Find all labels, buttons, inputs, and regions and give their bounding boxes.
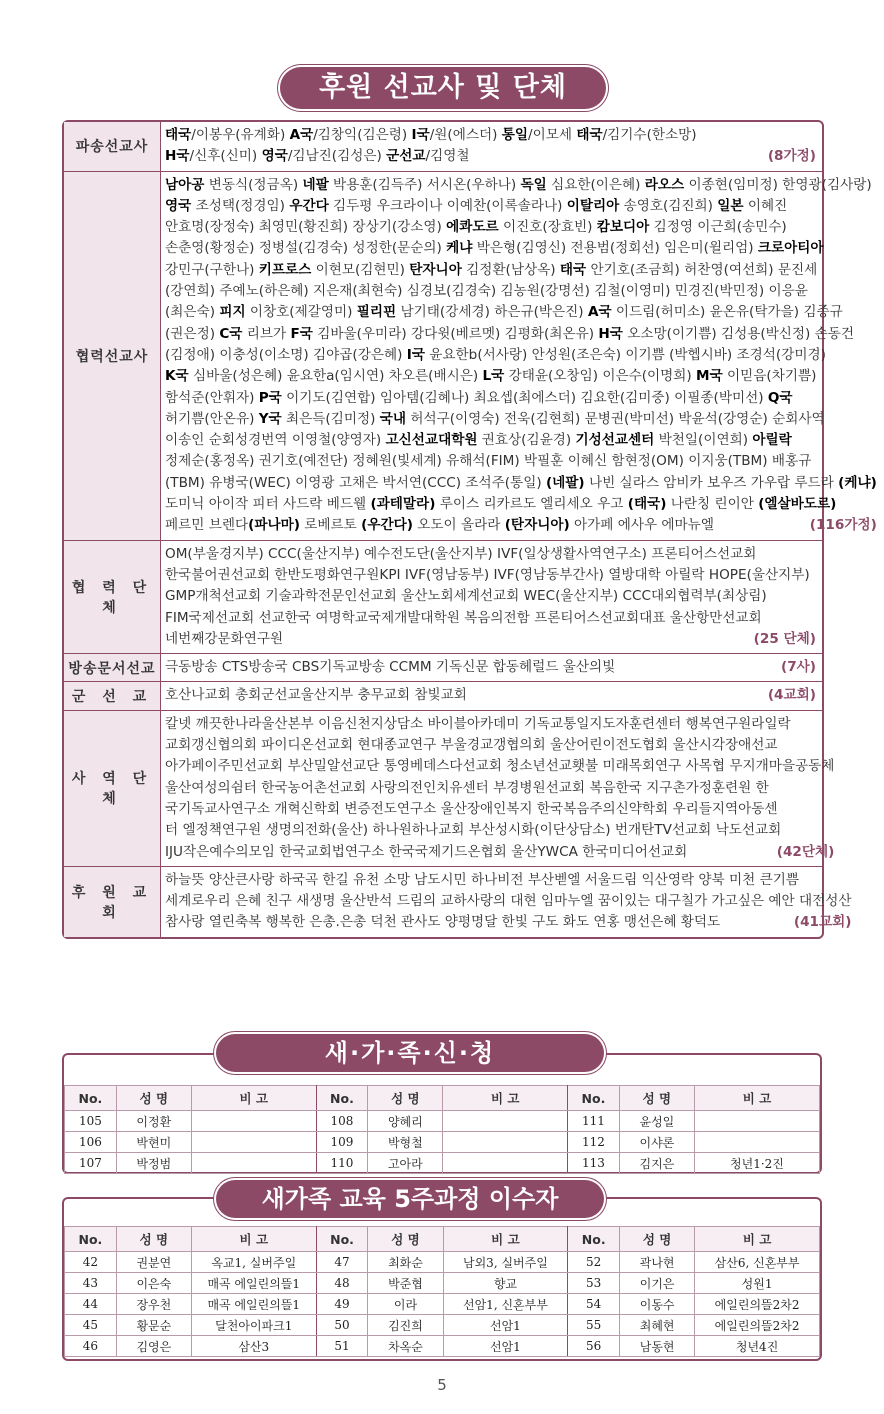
section-line [165,146,816,167]
region-label: A국 [289,127,314,143]
section-line [165,629,816,650]
section-line [165,515,877,536]
remark [191,1111,316,1132]
row-number: 43 [65,1273,117,1294]
remark: 에일린의뜰2차2 [695,1315,820,1336]
table-row [65,1315,820,1336]
section-body [161,172,883,540]
section-row [64,710,835,866]
entry-text: 참사랑 열린축복 행복한 은총.은총 덕천 관사도 양평명달 한빛 구도 화도 연홍 맹선은혜 황덕도 [165,914,721,931]
region-label: M국 [696,368,723,385]
entry-text: 박은형(김영신) 전용범(정회선) 임은미(윌리엄) [472,240,758,257]
section-body [161,122,822,171]
entry-text: 오소망(이기쁨) 김성용(박신정) 손동건 [622,325,855,342]
section-line [165,870,852,891]
section-category: 방송문서선교 [64,654,161,681]
row-number: 47 [316,1252,368,1273]
entry-text: /원(에스더) [429,127,502,143]
row-number: 112 [568,1132,620,1153]
table-row [65,1132,820,1153]
column-header: 성 명 [368,1086,443,1111]
column-header: 성 명 [116,1227,191,1252]
remark: 청년1·2진 [694,1153,819,1174]
section-line [165,608,816,629]
column-header: 비 고 [443,1086,568,1111]
entry-text: 남기태(강세경) 하은규(박은진) [396,304,588,321]
row-number: 113 [568,1153,620,1174]
entry-text: 칼넷 깨끗한나라울산본부 이음신천지상담소 바이블아카데미 기독교통일지도자훈련센터 행복연구원라일락 [165,715,791,732]
region-label: 고신선교대학원 [385,432,478,449]
entry-text: 이드림(허미소) 윤온유(탁가을) 김종규 [611,304,843,321]
region-label: (태국) [627,496,667,513]
column-header: No. [65,1086,117,1111]
section-line [165,820,834,841]
table-row [65,1273,820,1294]
section-line [165,565,816,586]
column-header: 성 명 [368,1227,443,1252]
entry-text: 이현모(김현민) [311,261,410,278]
section-line [165,586,816,607]
region-label: 필리핀 [356,304,397,321]
person-name: 남동현 [620,1336,695,1357]
entry-text: 조성택(정경임) [191,197,290,214]
entry-text: 세계로우리 은혜 친구 새생명 울산반석 드림의 교하사랑의 대현 임마누엘 꿈이있는 대구칠가 가고싶은 예안 대전성산 [165,893,852,910]
row-number: 48 [316,1273,368,1294]
section-line [165,891,852,912]
row-number: 56 [568,1336,620,1357]
section-line [165,912,852,933]
row-number: 105 [65,1111,117,1132]
region-label: 일본 [717,197,744,214]
entry-text: 하늘뜻 양산큰사랑 하국곡 한길 유천 소망 남도시민 하나비전 부산벧엘 서울드림 익산영락 양북 미천 큰기쁨 [165,871,799,888]
region-label: H국 [598,325,623,342]
entry-text: 이창호(제갈영미) [245,304,357,321]
column-header: 비 고 [695,1227,820,1252]
section-body [161,682,822,709]
entry-text: 루이스 리카르도 엘리세오 우고 [435,496,628,513]
region-label: Q국 [767,389,793,406]
region-label: (케냐) [838,474,877,491]
person-name: 이샤론 [619,1132,694,1153]
table-row [65,1336,820,1357]
region-label: 영국 [261,148,288,165]
person-name: 김영은 [116,1336,191,1357]
entry-text: 이송인 순회성경번역 이영철(양영자) [165,432,386,449]
person-name: 이은숙 [116,1273,191,1294]
person-name: 이정환 [116,1111,191,1132]
person-name: 이라 [368,1294,443,1315]
section-line [165,657,816,678]
region-label: 피지 [219,304,246,321]
region-label: 케냐 [446,240,473,257]
table-row [65,1294,820,1315]
region-label: F국 [290,325,313,342]
row-number: 109 [316,1132,368,1153]
entry-text: 울산여성의쉼터 한국농어촌선교회 사랑의전인치유센터 부경병원선교회 복음한국 지구촌가정훈련원 한 [165,779,769,796]
remark: 매곡 에일린의뜰1 [191,1273,316,1294]
region-label: H국 [165,148,190,165]
region-label: 독일 [520,176,547,193]
person-name: 윤성일 [619,1111,694,1132]
person-name: 이동수 [620,1294,695,1315]
entry-text: 아가페 에사우 에마뉴엘 [569,517,714,534]
entry-text: 허기쁨(안온유) [165,410,259,427]
remark: 선암1 [443,1315,568,1336]
entry-text: /김창익(김은령) [313,127,412,143]
entry-text: (TBM) 유병국(WEC) 이영광 고채은 박서연(CCC) 조석주(통일) [165,474,546,491]
column-header: No. [316,1227,368,1252]
region-label: (탄자니아) [504,517,570,534]
region-label: 아릴락 [752,432,792,449]
entry-text: 윤요한b(서사랑) 안성원(조은숙) 이기쁨 (박헵시바) 조경석(강미경) [424,346,826,363]
region-label: (엘살바도르) [758,496,837,513]
section-body [161,654,822,681]
section-line [165,451,877,472]
row-number: 52 [568,1252,620,1273]
entry-text: 권효상(김윤경) [477,432,576,449]
entry-text: 로베르토 [299,517,362,534]
person-name: 고아라 [368,1153,443,1174]
section-count: (42단체) [776,843,835,860]
section-line [165,345,877,366]
entry-text: 교회갱신협의회 파이디온선교회 현대종교연구 부울경교갱협의회 울산어린이전도협회 울산시각장애선교 [165,737,778,754]
remark: 선암1, 신혼부부 [443,1294,568,1315]
section-line [165,388,877,409]
row-number: 110 [316,1153,368,1174]
region-label: 에콰도르 [446,219,499,236]
entry-text: (권은정) [165,325,220,342]
section-line [165,544,816,565]
entry-text: 김두평 우크라이나 이예찬(이록솔라나) [328,197,567,214]
entry-text: 한국불어권선교회 한반도평화연구원KPI IVF(영남동부) IVF(영남동부간사) 열방대학 아릴락 HOPE(울산지부) [165,566,810,583]
entry-text: IJU작은예수의모임 한국교회법연구소 한국국제기드온협회 울산YWCA 한국미디어선교회 [165,843,688,860]
region-label: 기성선교센터 [575,432,655,449]
row-number: 51 [316,1336,368,1357]
row-number: 108 [316,1111,368,1132]
row-number: 46 [65,1336,117,1357]
region-label: 영국 [165,197,192,214]
entry-text: FIM국제선교회 선교한국 여명학교국제개발대학원 복음의전함 프론티어스선교회대표 울산항만선교회 [165,609,762,626]
entry-text: 페르민 브렌다 [165,517,249,534]
region-label: 남아공 [165,176,205,193]
region-label: I국 [406,346,425,363]
remark: 청년4진 [695,1336,820,1357]
section-row [64,653,822,681]
entry-text: 함석준(안휘자) [165,389,259,406]
entry-text: 허석구(이영숙) 전욱(김현희) 문병권(박미선) 박윤석(강영순) 순회사역 [406,410,825,427]
person-name: 최화순 [368,1252,443,1273]
entry-text: 오도이 올라라 [412,517,505,534]
person-name: 황문순 [116,1315,191,1336]
page-number: 5 [437,1376,447,1394]
section-line [165,494,877,515]
region-label: K국 [165,368,189,385]
entry-text: 이진호(장효빈) [498,219,597,236]
section-line [165,217,877,238]
entry-text: GMP개척선교회 기술과학전문인선교회 울산노회세계선교회 WEC(울산지부) CCC대외협력부(최상림) [165,588,767,605]
region-label: P국 [258,389,282,406]
region-label: 캄보디아 [596,219,650,236]
row-number: 44 [65,1294,117,1315]
section-line [165,842,834,863]
person-name: 김지은 [619,1153,694,1174]
column-header: 비 고 [191,1227,316,1252]
person-name: 박정범 [116,1153,191,1174]
person-name: 박현미 [116,1132,191,1153]
entry-text: /김기수(한소망) [602,127,697,143]
section-row [64,171,877,540]
entry-text: (김정애) 이충성(이소명) 김야곱(강은혜) [165,346,407,363]
section-line [165,238,877,259]
remark [443,1111,568,1132]
region-label: 네팔 [302,176,329,193]
entry-text: 박용훈(김득주) 서시온(우하나) [328,176,521,193]
column-header: 비 고 [443,1227,568,1252]
region-label: 우간다 [289,197,329,214]
person-name: 곽나현 [620,1252,695,1273]
remark: 선암1 [443,1336,568,1357]
column-header: 비 고 [694,1086,819,1111]
entry-text: 호산나교회 총회군선교울산지부 충무교회 참빛교회 [165,687,467,704]
entry-text: /이모세 [528,127,577,143]
entry-text: 최은득(김미정) [281,410,380,427]
entry-text: 심요한(이은혜) [546,176,645,193]
new-family-title: 새·가·족·신·청 [216,1034,604,1072]
entry-text: 나란칭 린이안 [666,496,759,513]
row-number: 107 [65,1153,117,1174]
person-name: 권분연 [116,1252,191,1273]
remark: 성원1 [695,1273,820,1294]
section-line [165,281,877,302]
row-number: 50 [316,1315,368,1336]
region-label: I국 [411,127,430,143]
region-label: 군선교 [386,148,426,165]
column-header: 성 명 [116,1086,191,1111]
entry-text: /김남진(김성은) [287,148,387,165]
region-label: L국 [482,368,505,385]
row-number: 49 [316,1294,368,1315]
person-name: 박준협 [368,1273,443,1294]
section-line [165,409,877,430]
entry-text: 손춘영(황정순) 정병설(김경숙) 성정한(문순의) [165,240,447,257]
region-label: 통일 [501,127,529,143]
entry-text: 국기독교사연구소 개혁신학회 변증전도연구소 울산장애인복지 한국복음주의신약학회 우리들지역아동센 [165,800,778,817]
remark: 삼산3 [191,1336,316,1357]
region-label: A국 [587,304,612,321]
entry-text: 박천일(이연희) [654,432,753,449]
section-line [165,260,877,281]
person-name: 이기은 [620,1273,695,1294]
region-label: 라오스 [644,176,685,193]
remark: 매곡 에일린의뜰1 [191,1294,316,1315]
section-count: (8가정) [767,148,816,165]
section-row [64,540,822,653]
region-label: Y국 [258,410,282,427]
entry-text: 이혜진 [743,197,788,214]
section-category: 사 역 단 체 [64,711,161,866]
remark: 남외3, 실버주일 [443,1252,568,1273]
entry-text: 리브가 [242,325,291,342]
section-line [165,125,816,146]
section-line [165,778,834,799]
section-body [161,541,822,653]
entry-text: 도미닉 아이작 피터 사드락 베드웰 [165,496,371,513]
section-line [165,430,877,451]
row-number: 53 [568,1273,620,1294]
section-body [161,711,840,866]
entry-text: 터 엘정책연구원 생명의전화(울산) 하나원하나교회 부산성시화(이단상담소) 번개탄TV선교회 낙도선교회 [165,822,782,839]
entry-text: 네번째강문화연구원 [165,630,284,647]
region-label: C국 [219,325,243,342]
region-label: 태국 [576,127,603,143]
entry-text: (최은숙) [165,304,220,321]
person-name: 장우천 [116,1294,191,1315]
entry-text: 심바울(성은혜) 윤요한a(임시연) 차오른(배시은) [188,368,483,385]
region-label: 탄자니아 [409,261,462,278]
entry-text: 극동방송 CTS방송국 CBS기독교방송 CCMM 기독신문 합동헤럴드 울산의빛 [165,659,616,676]
remark [443,1132,568,1153]
column-header: 성 명 [620,1227,695,1252]
remark: 달천아이파크1 [191,1315,316,1336]
entry-text: /김영철 [425,148,470,165]
section-category: 협력선교사 [64,172,161,540]
section-count: (25 단체) [753,630,816,647]
region-label: 키프로스 [258,261,312,278]
region-label: (과테말라) [370,496,436,513]
row-number: 106 [65,1132,117,1153]
remark [191,1132,316,1153]
remark: 에일린의뜰2차2 [695,1294,820,1315]
education-title: 새가족 교육 5주과정 이수자 [216,1180,604,1218]
table-row [65,1153,820,1174]
region-label: 크로아티아 [757,240,824,257]
remark: 옥교1, 실버주일 [191,1252,316,1273]
entry-text: 안기호(조금희) 허찬영(여선희) 문진세 [586,261,818,278]
new-family-table [64,1085,820,1174]
region-label: (파나마) [248,517,300,534]
entry-text: 정제순(홍정옥) 권기호(예전단) 정혜원(빛세계) 유해석(FIM) 박필훈 이혜신 함현정(OM) 이지웅(TBM) 배홍규 [165,453,812,470]
section-count: (7사) [780,659,816,676]
entry-text: 이종현(임미정) 한영광(김사랑) [684,176,872,193]
row-number: 111 [568,1111,620,1132]
page-title: 후원 선교사 및 단체 [280,67,606,109]
section-body [161,867,858,937]
entry-text: 변동식(정금옥) [204,176,303,193]
region-label: 이탈리아 [566,197,620,214]
entry-text: 강민구(구한나) [165,261,259,278]
region-label: (네팔) [545,474,585,491]
column-header: No. [316,1086,368,1111]
table-row [65,1252,820,1273]
section-line [165,714,834,735]
column-header: 비 고 [191,1086,316,1111]
column-header: No. [568,1086,620,1111]
column-header: 성 명 [619,1086,694,1111]
education-box [62,1197,822,1361]
section-row [64,866,852,937]
section-line [165,366,877,387]
region-label: 태국 [559,261,587,278]
region-label: (우간다) [361,517,413,534]
row-number: 54 [568,1294,620,1315]
remark [694,1111,819,1132]
column-header: No. [568,1227,620,1252]
entry-text: /신후(신미) [189,148,262,165]
section-line [165,175,877,196]
region-label: 국내 [379,410,407,427]
section-line [165,756,834,777]
entry-text: 이믿음(차기쁨) [722,368,817,385]
remark [694,1132,819,1153]
person-name: 김진희 [368,1315,443,1336]
row-number: 55 [568,1315,620,1336]
entry-text: 나빈 실라스 암비카 보우즈 가우랍 루드라 [584,474,839,491]
section-line [165,735,834,756]
entry-text: 아가페이주민선교회 부산밀알선교단 통영베데스다선교회 청소년선교횃불 미래목회연구 사목협 무지개마을공동체 [165,758,835,775]
remark [443,1153,568,1174]
section-count: (116가정) [809,517,877,534]
person-name: 박형철 [368,1132,443,1153]
section-line [165,196,877,217]
entry-text: 김정환(남상옥) [461,261,560,278]
region-label: 태국 [165,127,192,143]
section-line [165,302,877,323]
section-row [64,122,822,171]
section-line [165,324,877,345]
row-number: 45 [65,1315,117,1336]
remark: 향교 [443,1273,568,1294]
section-row [64,681,822,709]
entry-text: 강태윤(오창임) 이은수(이명희) [504,368,697,385]
row-number: 42 [65,1252,117,1273]
entry-text: 이기도(김연합) 임아템(김혜나) 최요셉(최에스더) 김요한(김미중) 이필종(박미선) [281,389,768,406]
supported-missionaries-table [62,120,877,939]
section-line [165,685,816,706]
section-category: 협 력 단 체 [64,541,161,653]
remark: 삼산6, 신혼부부 [695,1252,820,1273]
section-category: 후 원 교 회 [64,867,161,937]
section-line [165,473,877,494]
entry-text: (강연희) 주예노(하은혜) 지은재(최현숙) 심경보(김경숙) 김농원(강명선) 김철(이영미) 민경진(박민정) 이응윤 [165,283,808,300]
entry-text: /이봉우(유계화) [191,127,290,143]
section-line [165,799,834,820]
section-category: 파송선교사 [64,122,161,171]
person-name: 차옥순 [368,1336,443,1357]
table-row [65,1111,820,1132]
section-count: (41교회) [793,914,852,931]
person-name: 양혜리 [368,1111,443,1132]
entry-text: 안효명(장정숙) 최영민(황진희) 장상기(강소영) [165,219,447,236]
remark [191,1153,316,1174]
person-name: 최혜현 [620,1315,695,1336]
section-category: 군 선 교 [64,682,161,709]
column-header: No. [65,1227,117,1252]
entry-text: OM(부울경지부) CCC(울산지부) 예수전도단(울산지부) IVF(일상생활사역연구소) 프론티어스선교회 [165,545,757,562]
entry-text: 송영호(김진희) [619,197,718,214]
section-count: (4교회) [767,687,816,704]
entry-text: 김바울(우미라) 강다윗(베르멧) 김평화(최온유) [312,325,599,342]
entry-text: 김정영 이근희(송민수) [649,219,787,236]
education-table [64,1226,820,1357]
